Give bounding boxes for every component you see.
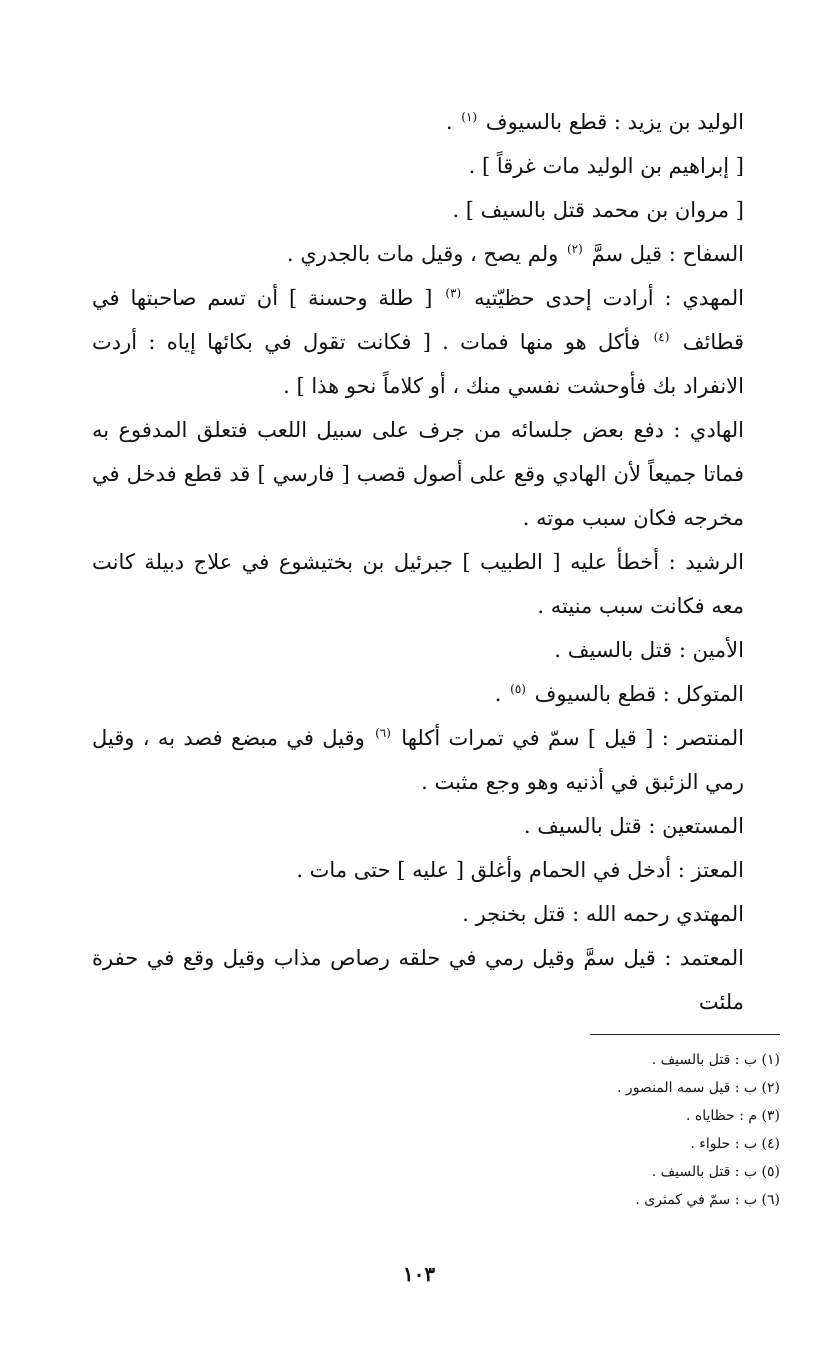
paragraph-tail: ولم يصح ، وقيل مات بالجدري . (287, 242, 565, 266)
paragraph-text: المستعين : قتل بالسيف . (523, 814, 744, 838)
paragraph-text: الوليد بن يزيد : قطع بالسيوف (485, 110, 744, 134)
paragraph-mahdi (92, 276, 744, 408)
paragraph-text: المهدي : أرادت إحدى حظيّتيه (474, 286, 744, 310)
paragraph-ibrahim (92, 144, 744, 188)
footnote-marker: (١) (461, 110, 478, 124)
paragraph-walid (92, 100, 744, 144)
paragraph-text: المتوكل : قطع بالسيوف (534, 682, 744, 706)
paragraph-mutawakkil (92, 672, 744, 716)
footnotes (400, 1046, 780, 1214)
paragraph-text: السفاح : قيل سمَّ (591, 242, 744, 266)
paragraph-rashid (92, 540, 744, 628)
footnote-3: (٣) م : حظاياه . (686, 1108, 780, 1124)
paragraph-mustain (92, 804, 744, 848)
paragraph-amin (92, 628, 744, 672)
footnote-marker: (٣) (445, 286, 462, 300)
paragraph-text: المنتصر : [ قيل ] سمّ في تمرات أكلها (401, 726, 744, 750)
footnote-marker: (٢) (566, 242, 583, 256)
page-number: ١٠٣ (402, 1262, 436, 1286)
paragraph-text: الرشيد : أخطأ عليه [ الطبيب ] جبرئيل بن بختيشوع في علاج دبيلة كانت معه فكانت سبب منيته . (92, 550, 744, 618)
paragraph-tail: [ طلة وحسنة ] أن تسم صاحبتها في قطائف (92, 286, 744, 354)
paragraph-tail: فأكل هو منها فمات . [ فكانت تقول في بكائها إياه : أردت الانفراد بك فأوحشت نفسي منك ، أو كلاماً نحو هذا ] . (92, 330, 744, 398)
paragraph-text: المعتز : أدخل في الحمام وأغلق [ عليه ] حتى مات . (296, 858, 744, 882)
footnote-marker: (٥) (510, 682, 526, 696)
paragraph-tail: . (494, 682, 509, 706)
footnote-4: (٤) ب : حلواء . (690, 1136, 780, 1152)
paragraph-marwan (92, 188, 744, 232)
paragraph-mutamid (92, 936, 744, 1024)
paragraph-text: المعتمد : قيل سمَّ وقيل رمي في حلقه رصاص مذاب وقيل وقع في حفرة ملئت (92, 946, 744, 1014)
paragraph-tail: وقيل في مبضع فصد به ، وقيل رمي الزئبق في أذنيه وهو وجع مثبت . (92, 726, 744, 794)
paragraph-hadi (92, 408, 744, 540)
paragraph-muhtadi (92, 892, 744, 936)
footnote-5: (٥) ب : قتل بالسيف . (651, 1164, 780, 1180)
paragraph-text: [ إبراهيم بن الوليد مات غرقاً ] . (468, 154, 744, 178)
footnote-marker: (٦) (375, 726, 391, 740)
footnote-divider (590, 1034, 780, 1035)
paragraph-saffah (92, 232, 744, 276)
paragraph-text: الهادي : دفع بعض جلسائه من جرف على سبيل اللعب فتعلق المدفوع به فماتا جميعاً لأن الهادي وقع على أصول قصب [ فارسي ] قد قطع فدخل في مخرجه فكان سبب موته . (92, 418, 744, 530)
footnote-2: (٢) ب : قيل سمه المنصور . (617, 1080, 780, 1096)
paragraph-text: المهتدي رحمه الله : قتل بخنجر . (462, 902, 744, 926)
main-text (92, 100, 744, 1024)
paragraph-text: الأمين : قتل بالسيف . (554, 638, 744, 662)
footnote-6: (٦) ب : سمّ في كمثرى . (635, 1192, 780, 1208)
paragraph-muntasir (92, 716, 744, 804)
paragraph-tail: . (445, 110, 460, 134)
footnote-marker: (٤) (653, 330, 670, 344)
paragraph-text: [ مروان بن محمد قتل بالسيف ] . (452, 198, 744, 222)
paragraph-mutazz (92, 848, 744, 892)
footnote-1: (١) ب : قتل بالسيف . (651, 1052, 780, 1068)
